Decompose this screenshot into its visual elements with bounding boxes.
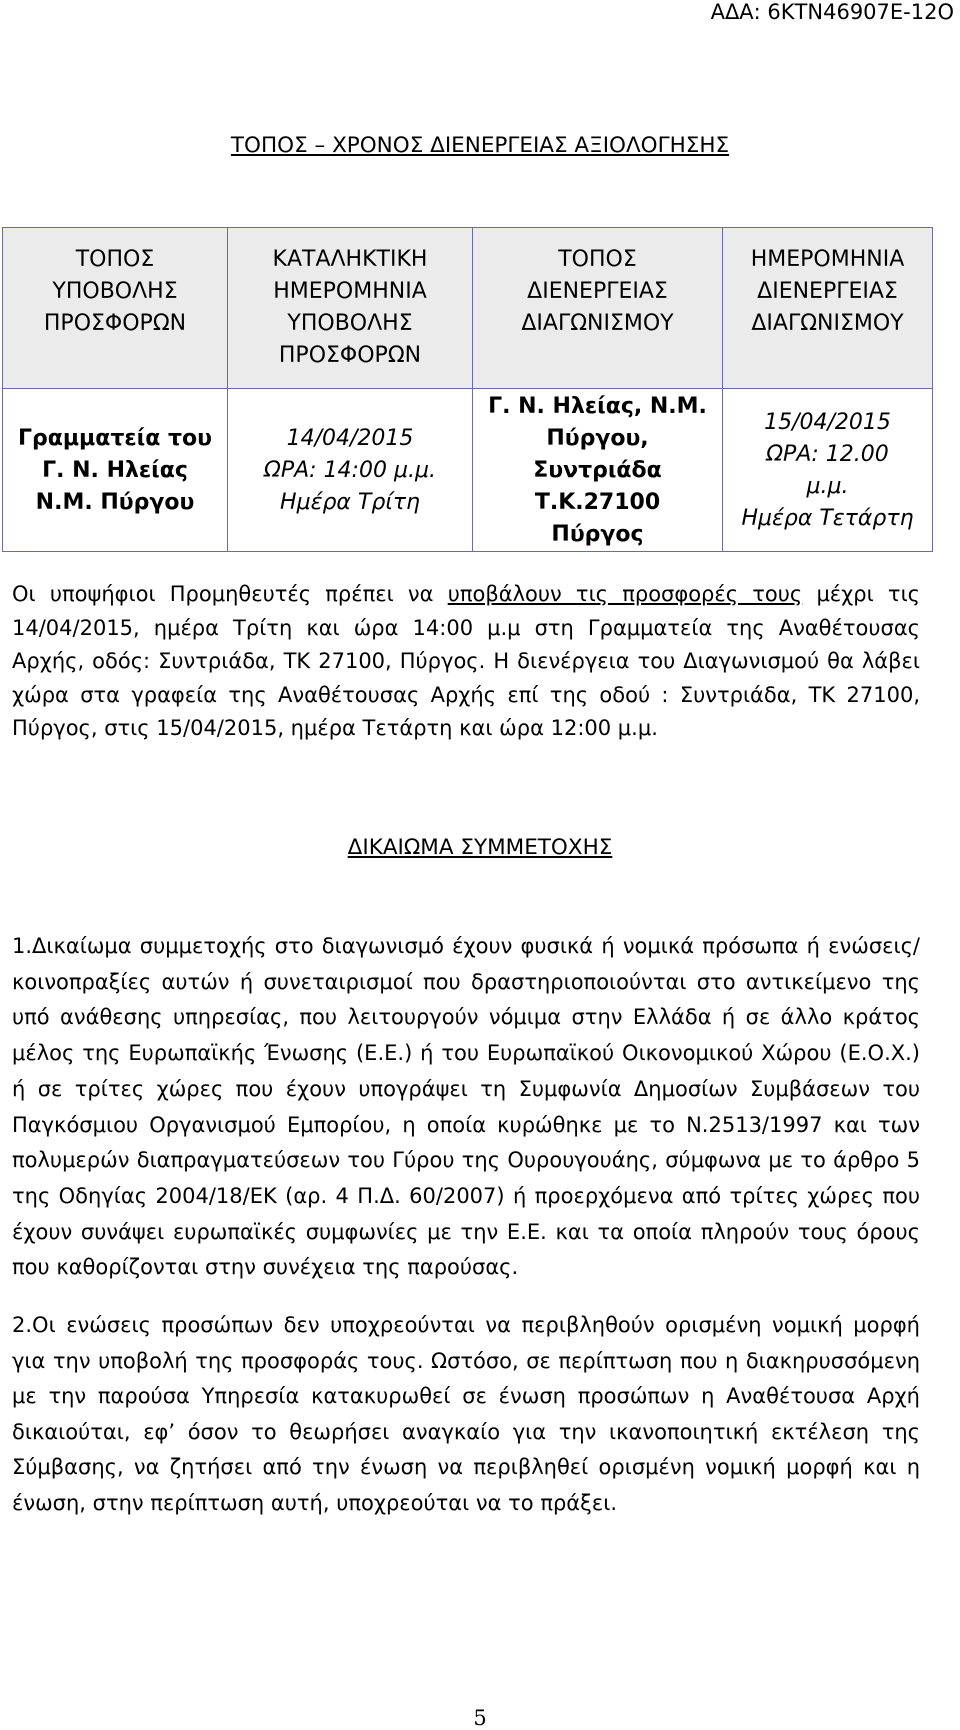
- submission-paragraph: Οι υποψήφιοι Προμηθευτές πρέπει να υποβάλουν τις προσφορές τους μέχρι τις 14/04/2015, ημέρα Τρίτη και ώρα 14:00 μ.μ στη Γραμματεία της Αναθέτουσας Αρχής, οδός: Συντριάδα, ΤΚ 27100, Πύργος. Η διενέργεια του Διαγωνισμού θα λάβει χώρα στα γραφεία της Αναθέτουσας Αρχής επί της οδού : Συντριάδα, ΤΚ 27100, Πύργος, στις 15/04/2015, ημέρα Τετάρτη και ώρα 12:00 μ.μ.: [12, 582, 920, 740]
- schedule-table: [2, 227, 933, 552]
- value-cell-submission-place: Γραμματεία του Γ. Ν. Ηλείας Ν.Μ. Πύργου: [3, 389, 228, 552]
- value-cell-deadline: 14/04/2015 ΩΡΑ: 14:00 μ.μ. Ημέρα Τρίτη: [228, 389, 473, 552]
- submission-paragraph-underlined: υποβάλουν τις προσφορές τους: [447, 582, 803, 606]
- section-title-place-time: ΤΟΠΟΣ – ΧΡΟΝΟΣ ΔΙΕΝΕΡΓΕΙΑΣ ΑΞΙΟΛΟΓΗΣΗΣ: [230, 133, 730, 158]
- header-cell-deadline: ΚΑΤΑΛΗΚΤΙΚΗ ΗΜΕΡΟΜΗΝΙΑ ΥΠΟΒΟΛΗΣ ΠΡΟΣΦΟΡΩΝ: [228, 228, 473, 389]
- table-value-row: [3, 389, 933, 552]
- value-cell-tender-date: 15/04/2015 ΩΡΑ: 12.00 μ.μ. Ημέρα Τετάρτη: [723, 389, 933, 552]
- header-cell-tender-date: ΗΜΕΡΟΜΗΝΙΑ ΔΙΕΝΕΡΓΕΙΑΣ ΔΙΑΓΩΝΙΣΜΟΥ: [723, 228, 933, 389]
- table-header-row: [3, 228, 933, 389]
- page-number: 5: [473, 1706, 487, 1730]
- value-cell-tender-place: Γ. Ν. Ηλείας, Ν.Μ. Πύργου, Συντριάδα Τ.Κ.27100 Πύργος: [473, 389, 723, 552]
- participation-paragraph-2: 2.Οι ενώσεις προσώπων δεν υποχρεούνται να περιβληθούν ορισμένη νομική μορφή για την υποβολή της προσφοράς τους. Ωστόσο, σε περίπτωση που η διακηρυσσόμενη με την παρούσα Υπηρεσία κατακυρωθεί σε ένωση προσώπων η Αναθέτουσα Αρχή δικαιούται, εφ’ όσον το θεωρήσει αναγκαίο για την ικανοποιητική εκτέλεση της Σύμβασης, να ζητήσει από την ένωση να περιβληθεί ορισμένη νομική μορφή και η ένωση, στην περίπτωση αυτή, υποχρεούται να το πράξει.: [12, 1313, 920, 1515]
- header-cell-tender-place: ΤΟΠΟΣ ΔΙΕΝΕΡΓΕΙΑΣ ΔΙΑΓΩΝΙΣΜΟΥ: [473, 228, 723, 389]
- participation-paragraph-1: 1.Δικαίωμα συμμετοχής στο διαγωνισμό έχουν φυσικά ή νομικά πρόσωπα ή ενώσεις/κοινοπραξίες αυτών ή συνεταιρισμοί που δραστηριοποιούνται στο αντικείμενο της υπό ανάθεσης υπηρεσίας, που λειτουργούν νόμιμα στην Ελλάδα ή σε άλλο κράτος μέλος της Ευρωπαϊκής Ένωσης (Ε.Ε.) ή του Ευρωπαϊκού Οικονομικού Χώρου (Ε.Ο.Χ.) ή σε τρίτες χώρες που έχουν υπογράψει τη Συμφωνία Δημοσίων Συμβάσεων του Παγκόσμιου Οργανισμού Εμπορίου, η οποία κυρώθηκε με το Ν.2513/1997 και των πολυμερών διαπραγματεύσεων του Γύρου της Ουρουγουάης, σύμφωνα με το άρθρο 5 της Οδηγίας 2004/18/ΕΚ (αρ. 4 Π.Δ. 60/2007) ή προερχόμενα από τρίτες χώρες που έχουν συνάψει ευρωπαϊκές συμφωνίες με την Ε.Ε. και τα οποία πληρούν τους όρους που καθορίζονται στην συνέχεια της παρούσας.: [12, 934, 920, 1280]
- header-cell-submission-place: ΤΟΠΟΣ ΥΠΟΒΟΛΗΣ ΠΡΟΣΦΟΡΩΝ: [3, 228, 228, 389]
- ada-code: ΑΔΑ: 6ΚΤΝ46907Ε-12Ο: [710, 0, 954, 24]
- section-title-participation-right: ΔΙΚΑΙΩΜΑ ΣΥΜΜΕΤΟΧΗΣ: [347, 835, 613, 860]
